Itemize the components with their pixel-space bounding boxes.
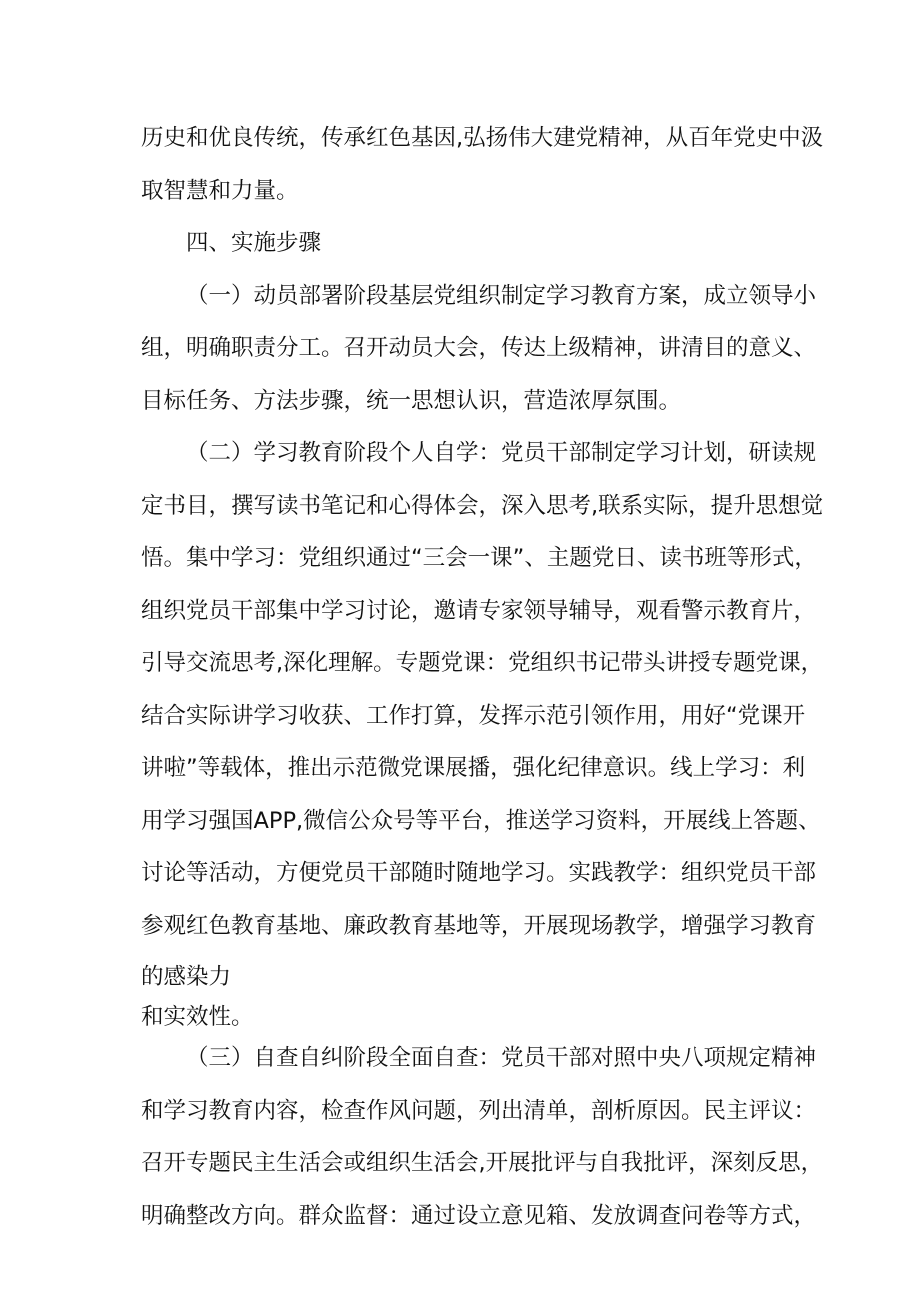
text-line: 参观红色教育基地、廉政教育基地等，开展现场教学，增强学习教育 <box>141 912 817 939</box>
document-body <box>141 112 824 1242</box>
text-line: （二）学习教育阶段个人自学：党员干部制定学习计划，研读规 <box>186 440 817 466</box>
text-line: 和学习教育内容，检查作风问题，列出清单，剖析原因。民主评议： <box>141 1097 817 1124</box>
text-line: 组，明确职责分工。召开动员大会，传达上级精神，讲清目的意义、 <box>141 335 817 361</box>
text-line: 历史和优良传统，传承红色基因,弘扬伟大建党精神，从百年党史中汲 <box>141 125 824 151</box>
text-line: 召开专题民主生活会或组织生活会,开展批评与自我批评，深刻反思， <box>141 1150 824 1176</box>
text-line: （一）动员部署阶段基层党组织制定学习教育方案，成立领导小 <box>186 282 817 309</box>
text-line: 悟。集中学习：党组织通过“三会一课”、主题党日、读书班等形式， <box>141 545 817 571</box>
text-line: 讨论等活动，方便党员干部随时随地学习。实践教学：组织党员干部 <box>141 860 817 886</box>
text-line: （三）自查自纠阶段全面自查：党员干部对照中央八项规定精神 <box>186 1045 817 1071</box>
text-line: 用学习强国APP,微信公众号等平台，推送学习资料，开展线上答题、 <box>141 807 821 834</box>
text-line: 引导交流思考,深化理解。专题党课：党组织书记带头讲授专题党课， <box>141 650 824 676</box>
text-line: 讲啦”等载体，推出示范微党课展播，强化纪律意识。线上学习：利 <box>141 755 806 781</box>
section-heading: 四、实施步骤 <box>186 230 322 256</box>
text-line: 和实效性。 <box>141 1004 254 1030</box>
text-line: 目标任务、方法步骤，统一思想认识，营造浓厚氛围。 <box>141 387 682 414</box>
text-line: 结合实际讲学习收获、工作打算，发挥示范引领作用，用好“党课开 <box>141 702 806 729</box>
text-line: 组织党员干部集中学习讨论，邀请专家领导辅导，观看警示教育片， <box>141 597 817 624</box>
text-line: 的感染力 <box>141 964 232 990</box>
text-line: 明确整改方向。群众监督：通过设立意见箱、发放调查问卷等方式， <box>141 1202 817 1229</box>
text-line: 取智慧和力量。 <box>141 177 299 204</box>
text-line: 定书目，撰写读书笔记和心得体会，深入思考,联系实际，提升思想觉 <box>141 492 824 519</box>
